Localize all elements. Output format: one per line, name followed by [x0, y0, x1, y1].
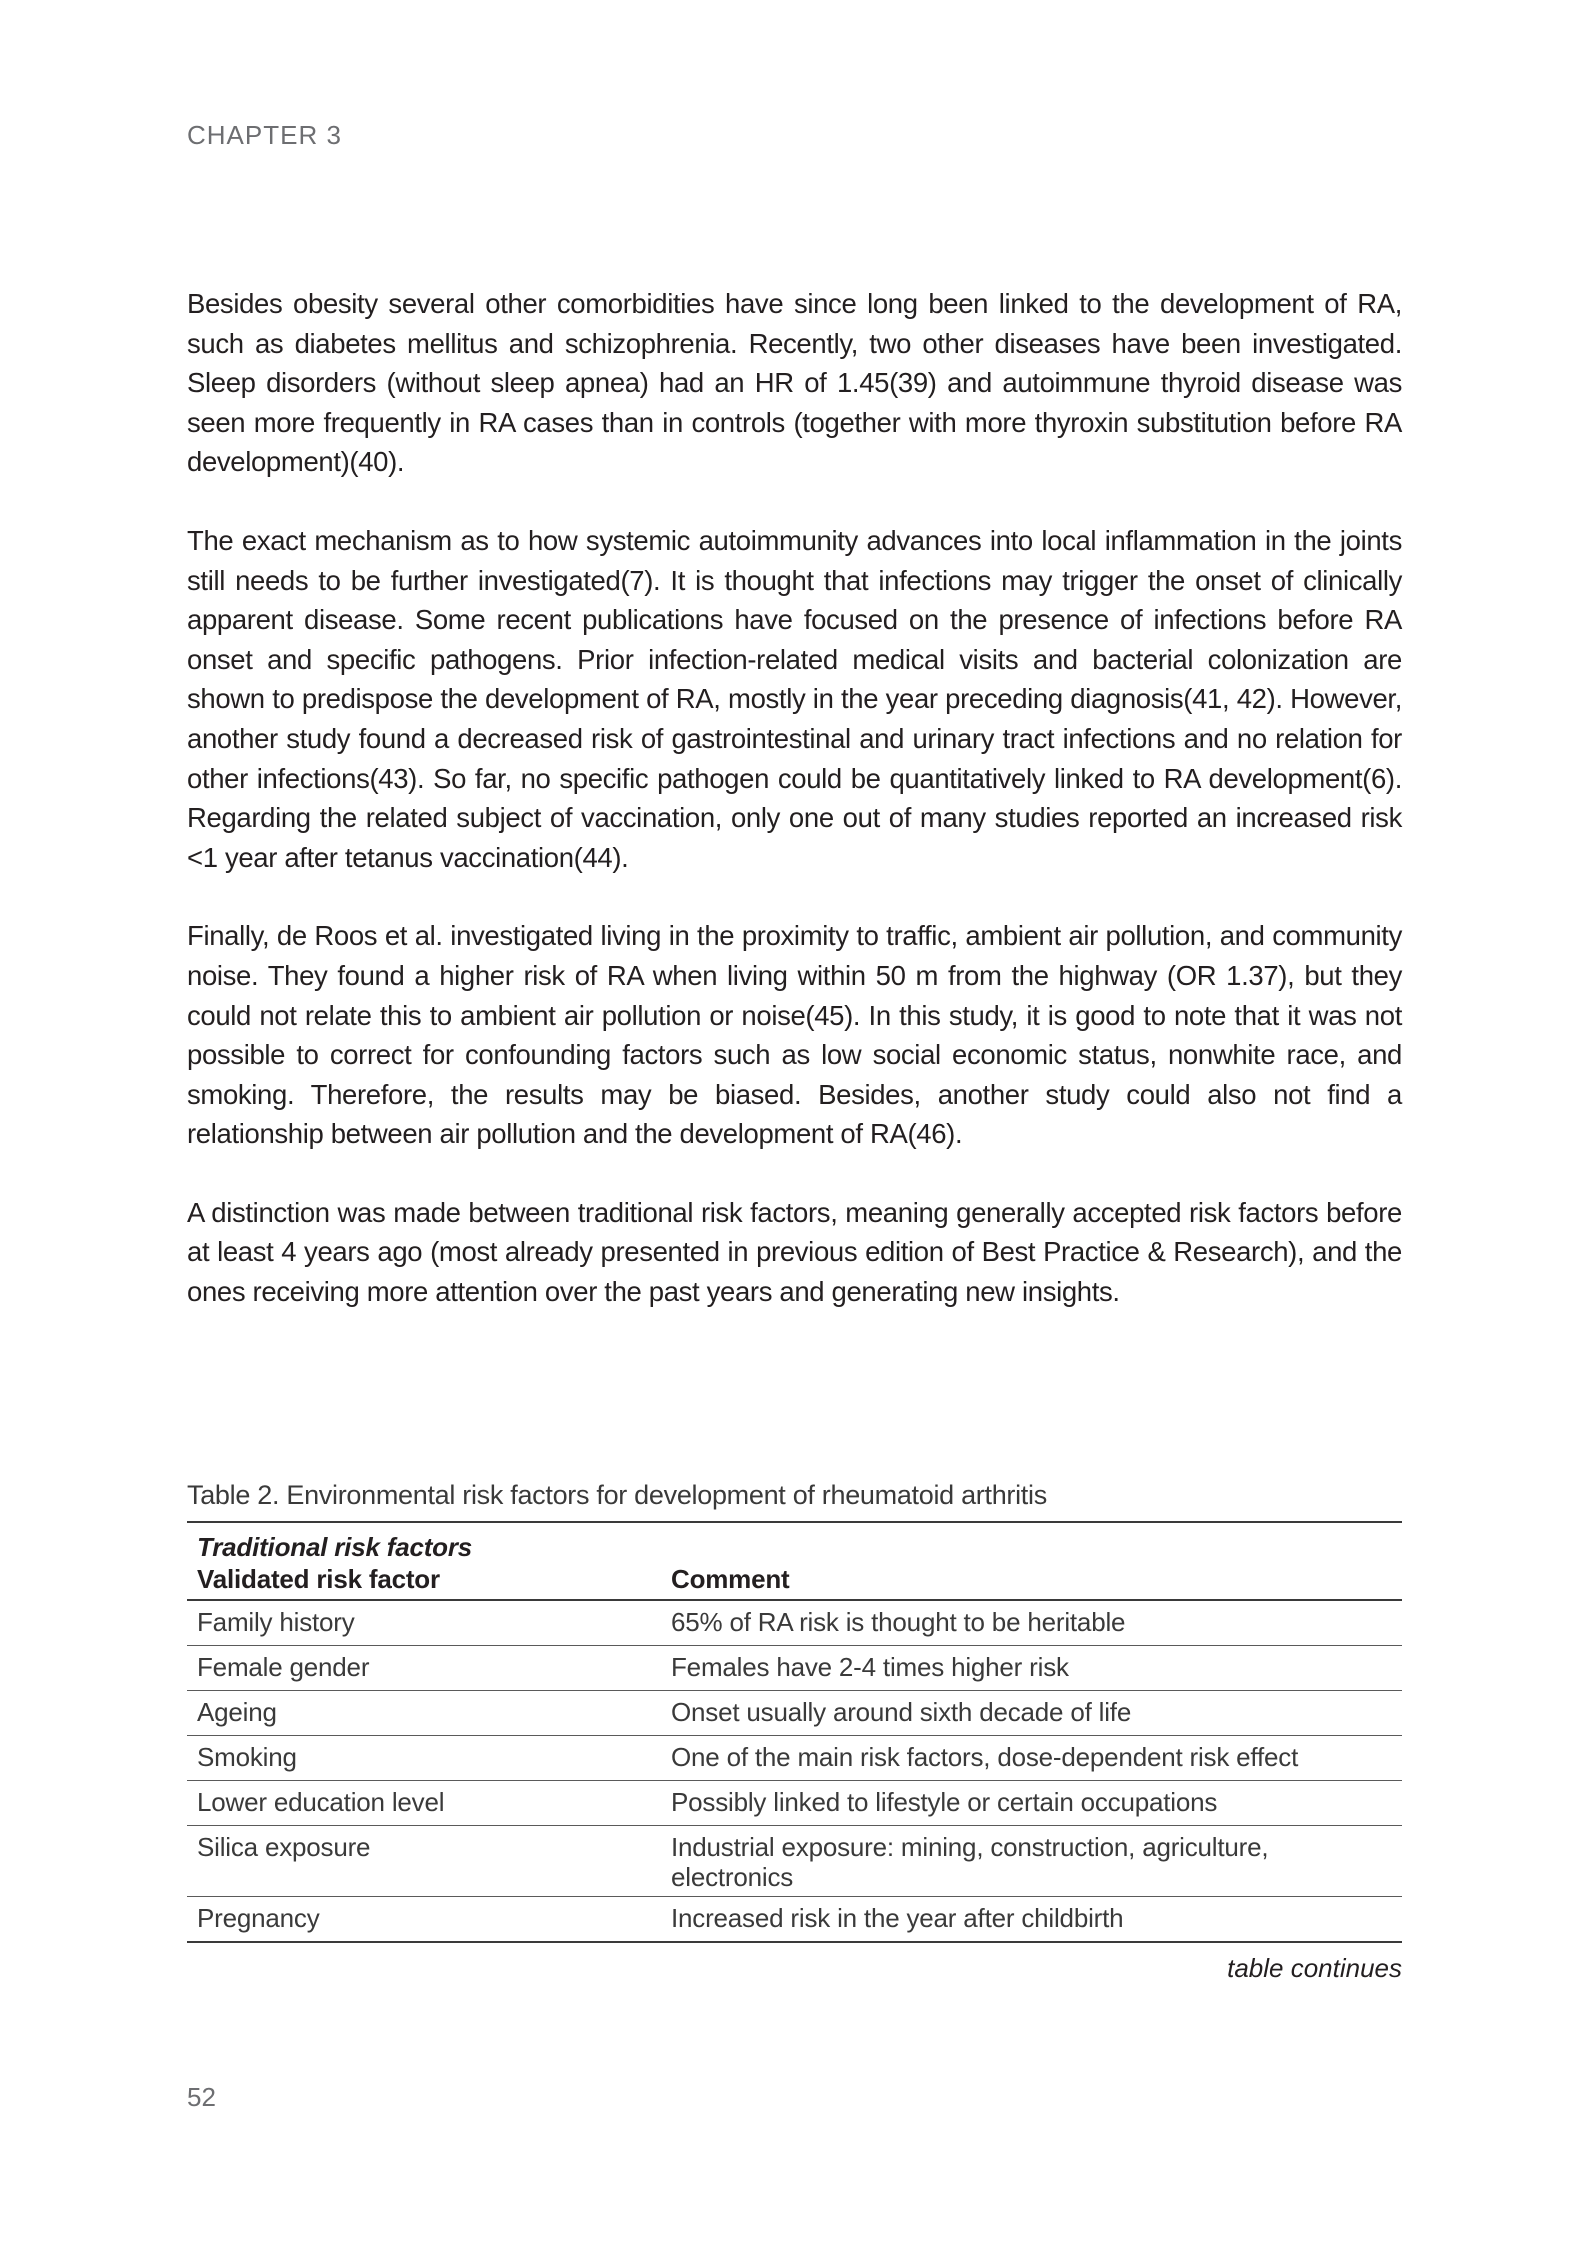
paragraph-infections: The exact mechanism as to how systemic autoimmunity advances into local inflammation in the joints still needs to be further investigated(7). It is thought that infections may trigger the onset of clinically apparent disease. Some recent publications have focused on the presence of infections before RA onset and specific pathogens. Prior infection-related medical visits and bacterial colonization are shown to predispose the development of RA, mostly in the year preceding diagnosis(41, 42). However, another study found a decreased risk of gastrointestinal and urinary tract infections and no relation for other infections(43). So far, no specific pathogen could be quantitatively linked to RA development(6). Regarding the related subject of vaccination, only one out of many studies reported an increased risk <1 year after tetanus vaccination(44). — [187, 524, 1402, 873]
risk-factor-cell: Lower education level — [187, 1781, 661, 1826]
running-head: CHAPTER 3 — [187, 120, 342, 150]
comment-cell: Industrial exposure: mining, construction, agriculture, electronics — [661, 1826, 1402, 1897]
comment-cell: Increased risk in the year after childbirth — [661, 1897, 1402, 1943]
body-text — [187, 284, 1402, 1351]
paragraph-comorbidities: Besides obesity several other comorbidities have since long been linked to the development of RA, such as diabetes mellitus and schizophrenia. Recently, two other diseases have been investigated. Sleep disorders (without sleep apnea) had an HR of 1.45(39) and autoimmune thyroid disease was seen more frequently in RA cases than in controls (together with more thyroxin substitution before RA development)(40). — [187, 288, 1402, 478]
table-row — [187, 1736, 1402, 1781]
table-row — [187, 1826, 1402, 1897]
table-row — [187, 1691, 1402, 1736]
table-row — [187, 1646, 1402, 1691]
risk-factor-cell: Family history — [187, 1600, 661, 1646]
column-header-risk-factor: Validated risk factor — [187, 1563, 661, 1600]
table-row — [187, 1600, 1402, 1646]
risk-factor-cell: Silica exposure — [187, 1826, 661, 1897]
table-continues-note: table continues — [1227, 1953, 1402, 1983]
column-header-comment: Comment — [661, 1563, 1402, 1600]
paragraph-risk-factor-distinction: A distinction was made between traditional risk factors, meaning generally accepted risk factors before at least 4 years ago (most already presented in previous edition of Best Practice & Research), and the ones receiving more attention over the past years and generating new insights. — [187, 1196, 1402, 1308]
table-section-heading: Traditional risk factors — [187, 1522, 1402, 1563]
page-number: 52 — [187, 2082, 216, 2112]
risk-factor-cell: Ageing — [187, 1691, 661, 1736]
table-row — [187, 1897, 1402, 1943]
risk-factor-cell: Smoking — [187, 1736, 661, 1781]
risk-factor-cell: Pregnancy — [187, 1897, 661, 1943]
comment-cell: 65% of RA risk is thought to be heritable — [661, 1600, 1402, 1646]
paragraph-air-pollution: Finally, de Roos et al. investigated living in the proximity to traffic, ambient air pollution, and community noise. They found a higher risk of RA when living within 50 m from the highway (OR 1.37), but they could not relate this to ambient air pollution or noise(45). In this study, it is good to note that it was not possible to correct for confounding factors such as low social economic status, nonwhite race, and smoking. Therefore, the results may be biased. Besides, another study could also not find a relationship between air pollution and the development of RA(46). — [187, 920, 1402, 1150]
table-row — [187, 1781, 1402, 1826]
comment-cell: One of the main risk factors, dose-dependent risk effect — [661, 1736, 1402, 1781]
risk-factors-table — [187, 1521, 1402, 1943]
risk-factor-cell: Female gender — [187, 1646, 661, 1691]
comment-cell: Possibly linked to lifestyle or certain occupations — [661, 1781, 1402, 1826]
comment-cell: Females have 2-4 times higher risk — [661, 1646, 1402, 1691]
risk-factors-table-block — [187, 1477, 1402, 1984]
comment-cell: Onset usually around sixth decade of life — [661, 1691, 1402, 1736]
table-caption: Table 2. Environmental risk factors for development of rheumatoid arthritis — [187, 1480, 1047, 1510]
